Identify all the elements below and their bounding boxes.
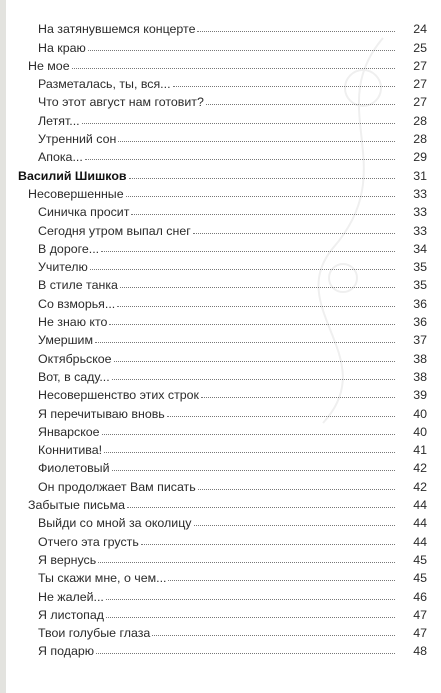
toc-page-number: 27 — [413, 77, 427, 92]
toc-entry-title: Что этот август нам готовит? — [38, 95, 204, 110]
toc-page-number: 34 — [413, 241, 427, 256]
toc-entry-title: Я листопад — [38, 607, 104, 622]
toc-page-number: 47 — [413, 607, 427, 622]
toc-entry-title: Не мое — [28, 58, 70, 73]
toc-entry-title: Я перечитываю вновь — [38, 406, 165, 421]
dot-leader — [95, 342, 395, 343]
dot-leader — [98, 562, 395, 563]
toc-entry — [0, 475, 441, 493]
dot-leader — [173, 86, 395, 87]
toc-page-number: 31 — [413, 168, 427, 183]
toc-entry-title: Январское — [38, 424, 100, 439]
toc-entry — [0, 384, 441, 402]
toc-entry — [0, 329, 441, 347]
toc-page-number: 28 — [413, 113, 427, 128]
toc-page-number: 35 — [413, 260, 427, 275]
toc-page-number: 44 — [413, 516, 427, 531]
toc-entry — [0, 366, 441, 384]
toc-page-number: 45 — [413, 571, 427, 586]
toc-entry-title: Твои голубые глаза — [38, 626, 151, 641]
toc-entry-title: На затянувшемся концерте — [38, 22, 196, 37]
toc-entry — [0, 18, 441, 36]
dot-leader — [206, 104, 395, 105]
toc-entry-title: Василий Шишков — [18, 168, 127, 183]
dot-leader — [168, 580, 395, 581]
toc-entry — [0, 36, 441, 54]
toc-entry — [0, 256, 441, 274]
toc-page-number: 25 — [413, 40, 427, 55]
dot-leader — [112, 379, 395, 380]
dot-leader — [101, 251, 395, 252]
dot-leader — [126, 196, 395, 197]
toc-page-number: 45 — [413, 552, 427, 567]
table-of-contents — [0, 18, 441, 658]
toc-entry — [0, 146, 441, 164]
toc-entry-title: Вот, в саду... — [38, 369, 110, 384]
dot-leader — [106, 617, 395, 618]
toc-entry — [0, 402, 441, 420]
toc-page-number: 42 — [413, 479, 427, 494]
toc-page-number: 41 — [413, 443, 427, 458]
toc-entry-title: Сегодня утром выпал снег — [38, 223, 191, 238]
toc-entry — [0, 347, 441, 365]
toc-entry-title: Отчего эта грусть — [38, 534, 139, 549]
toc-entry-title: Не знаю кто — [38, 315, 108, 330]
dot-leader — [193, 233, 395, 234]
toc-entry-title: Умершим — [38, 333, 93, 348]
dot-leader — [120, 287, 395, 288]
toc-entry — [0, 238, 441, 256]
toc-entry-title: Фиолетовый — [38, 461, 110, 476]
dot-leader — [90, 269, 395, 270]
toc-entry-title: Выйди со мной за околицу — [38, 516, 192, 531]
toc-entry-title: Летят... — [38, 113, 80, 128]
toc-page-number: 38 — [413, 369, 427, 384]
dot-leader — [114, 361, 395, 362]
toc-entry-title: Забытые письма — [28, 498, 125, 513]
toc-page-number: 38 — [413, 351, 427, 366]
toc-page-number: 36 — [413, 315, 427, 330]
toc-entry-title: Несовершенство этих строк — [38, 388, 199, 403]
dot-leader — [109, 324, 395, 325]
toc-entry — [0, 622, 441, 640]
dot-leader — [129, 178, 395, 179]
dot-leader — [131, 214, 395, 215]
toc-entry — [0, 421, 441, 439]
toc-page-number: 39 — [413, 388, 427, 403]
toc-entry-title: Учителю — [38, 260, 88, 275]
dot-leader — [96, 653, 395, 654]
toc-entry — [0, 567, 441, 585]
toc-page-number: 37 — [413, 333, 427, 348]
toc-page-number: 44 — [413, 498, 427, 513]
toc-entry — [0, 73, 441, 91]
toc-entry — [0, 109, 441, 127]
toc-entry-title: Я подарю — [38, 644, 95, 659]
toc-page-number: 46 — [413, 589, 427, 604]
toc-section-entry — [0, 494, 441, 512]
toc-page-number: 44 — [413, 534, 427, 549]
dot-leader — [201, 397, 395, 398]
dot-leader — [72, 68, 395, 69]
toc-entry — [0, 201, 441, 219]
toc-entry-title: Разметалась, ты, вся... — [38, 77, 171, 92]
dot-leader — [167, 416, 395, 417]
toc-entry-title: Со взморья... — [38, 296, 116, 311]
toc-entry — [0, 274, 441, 292]
toc-page-number: 40 — [413, 424, 427, 439]
toc-page-number: 47 — [413, 626, 427, 641]
dot-leader — [127, 507, 395, 508]
toc-page-number: 42 — [413, 461, 427, 476]
dot-leader — [117, 306, 395, 307]
toc-page-number: 27 — [413, 58, 427, 73]
toc-entry — [0, 604, 441, 622]
toc-entry-title: Я вернусь — [38, 552, 97, 567]
toc-entry — [0, 128, 441, 146]
toc-entry — [0, 549, 441, 567]
toc-entry-title: Октябрьское — [38, 351, 112, 366]
dot-leader — [102, 434, 395, 435]
toc-entry — [0, 640, 441, 658]
toc-page-number: 24 — [413, 22, 427, 37]
toc-entry-title: Синичка просит — [38, 205, 130, 220]
toc-page-number: 29 — [413, 150, 427, 165]
toc-entry — [0, 512, 441, 530]
toc-page-number: 33 — [413, 186, 427, 201]
toc-entry-title: Апока... — [38, 150, 83, 165]
toc-entry — [0, 219, 441, 237]
dot-leader — [112, 470, 395, 471]
toc-page-number: 40 — [413, 406, 427, 421]
toc-entry-title: Утренний сон — [38, 132, 117, 147]
dot-leader — [106, 599, 395, 600]
toc-entry — [0, 91, 441, 109]
toc-entry-title: Он продолжает Вам писать — [38, 479, 196, 494]
dot-leader — [118, 141, 395, 142]
toc-entry-title: В дороге... — [38, 241, 100, 256]
toc-entry — [0, 585, 441, 603]
toc-entry — [0, 457, 441, 475]
toc-section-entry — [0, 55, 441, 73]
toc-entry-title: В стиле танка — [38, 278, 118, 293]
dot-leader — [82, 123, 395, 124]
toc-entry-title: Не жалей... — [38, 589, 104, 604]
toc-page-number: 27 — [413, 95, 427, 110]
toc-entry — [0, 292, 441, 310]
dot-leader — [152, 635, 395, 636]
toc-page-number: 36 — [413, 296, 427, 311]
toc-entry-title: Коннитива! — [38, 443, 103, 458]
toc-entry-title: На краю — [38, 40, 86, 55]
dot-leader — [104, 452, 395, 453]
dot-leader — [85, 159, 395, 160]
toc-entry — [0, 311, 441, 329]
dot-leader — [198, 489, 395, 490]
toc-page-number: 35 — [413, 278, 427, 293]
toc-entry-title: Несовершенные — [28, 186, 124, 201]
toc-page-number: 48 — [413, 644, 427, 659]
dot-leader — [197, 31, 395, 32]
toc-section-entry — [0, 183, 441, 201]
toc-page-number: 33 — [413, 205, 427, 220]
toc-entry-title: Ты скажи мне, о чем... — [38, 571, 167, 586]
dot-leader — [194, 525, 396, 526]
toc-entry — [0, 530, 441, 548]
toc-entry — [0, 439, 441, 457]
toc-page-number: 33 — [413, 223, 427, 238]
dot-leader — [141, 544, 395, 545]
toc-author-heading — [0, 164, 441, 182]
dot-leader — [88, 50, 395, 51]
toc-page-number: 28 — [413, 132, 427, 147]
